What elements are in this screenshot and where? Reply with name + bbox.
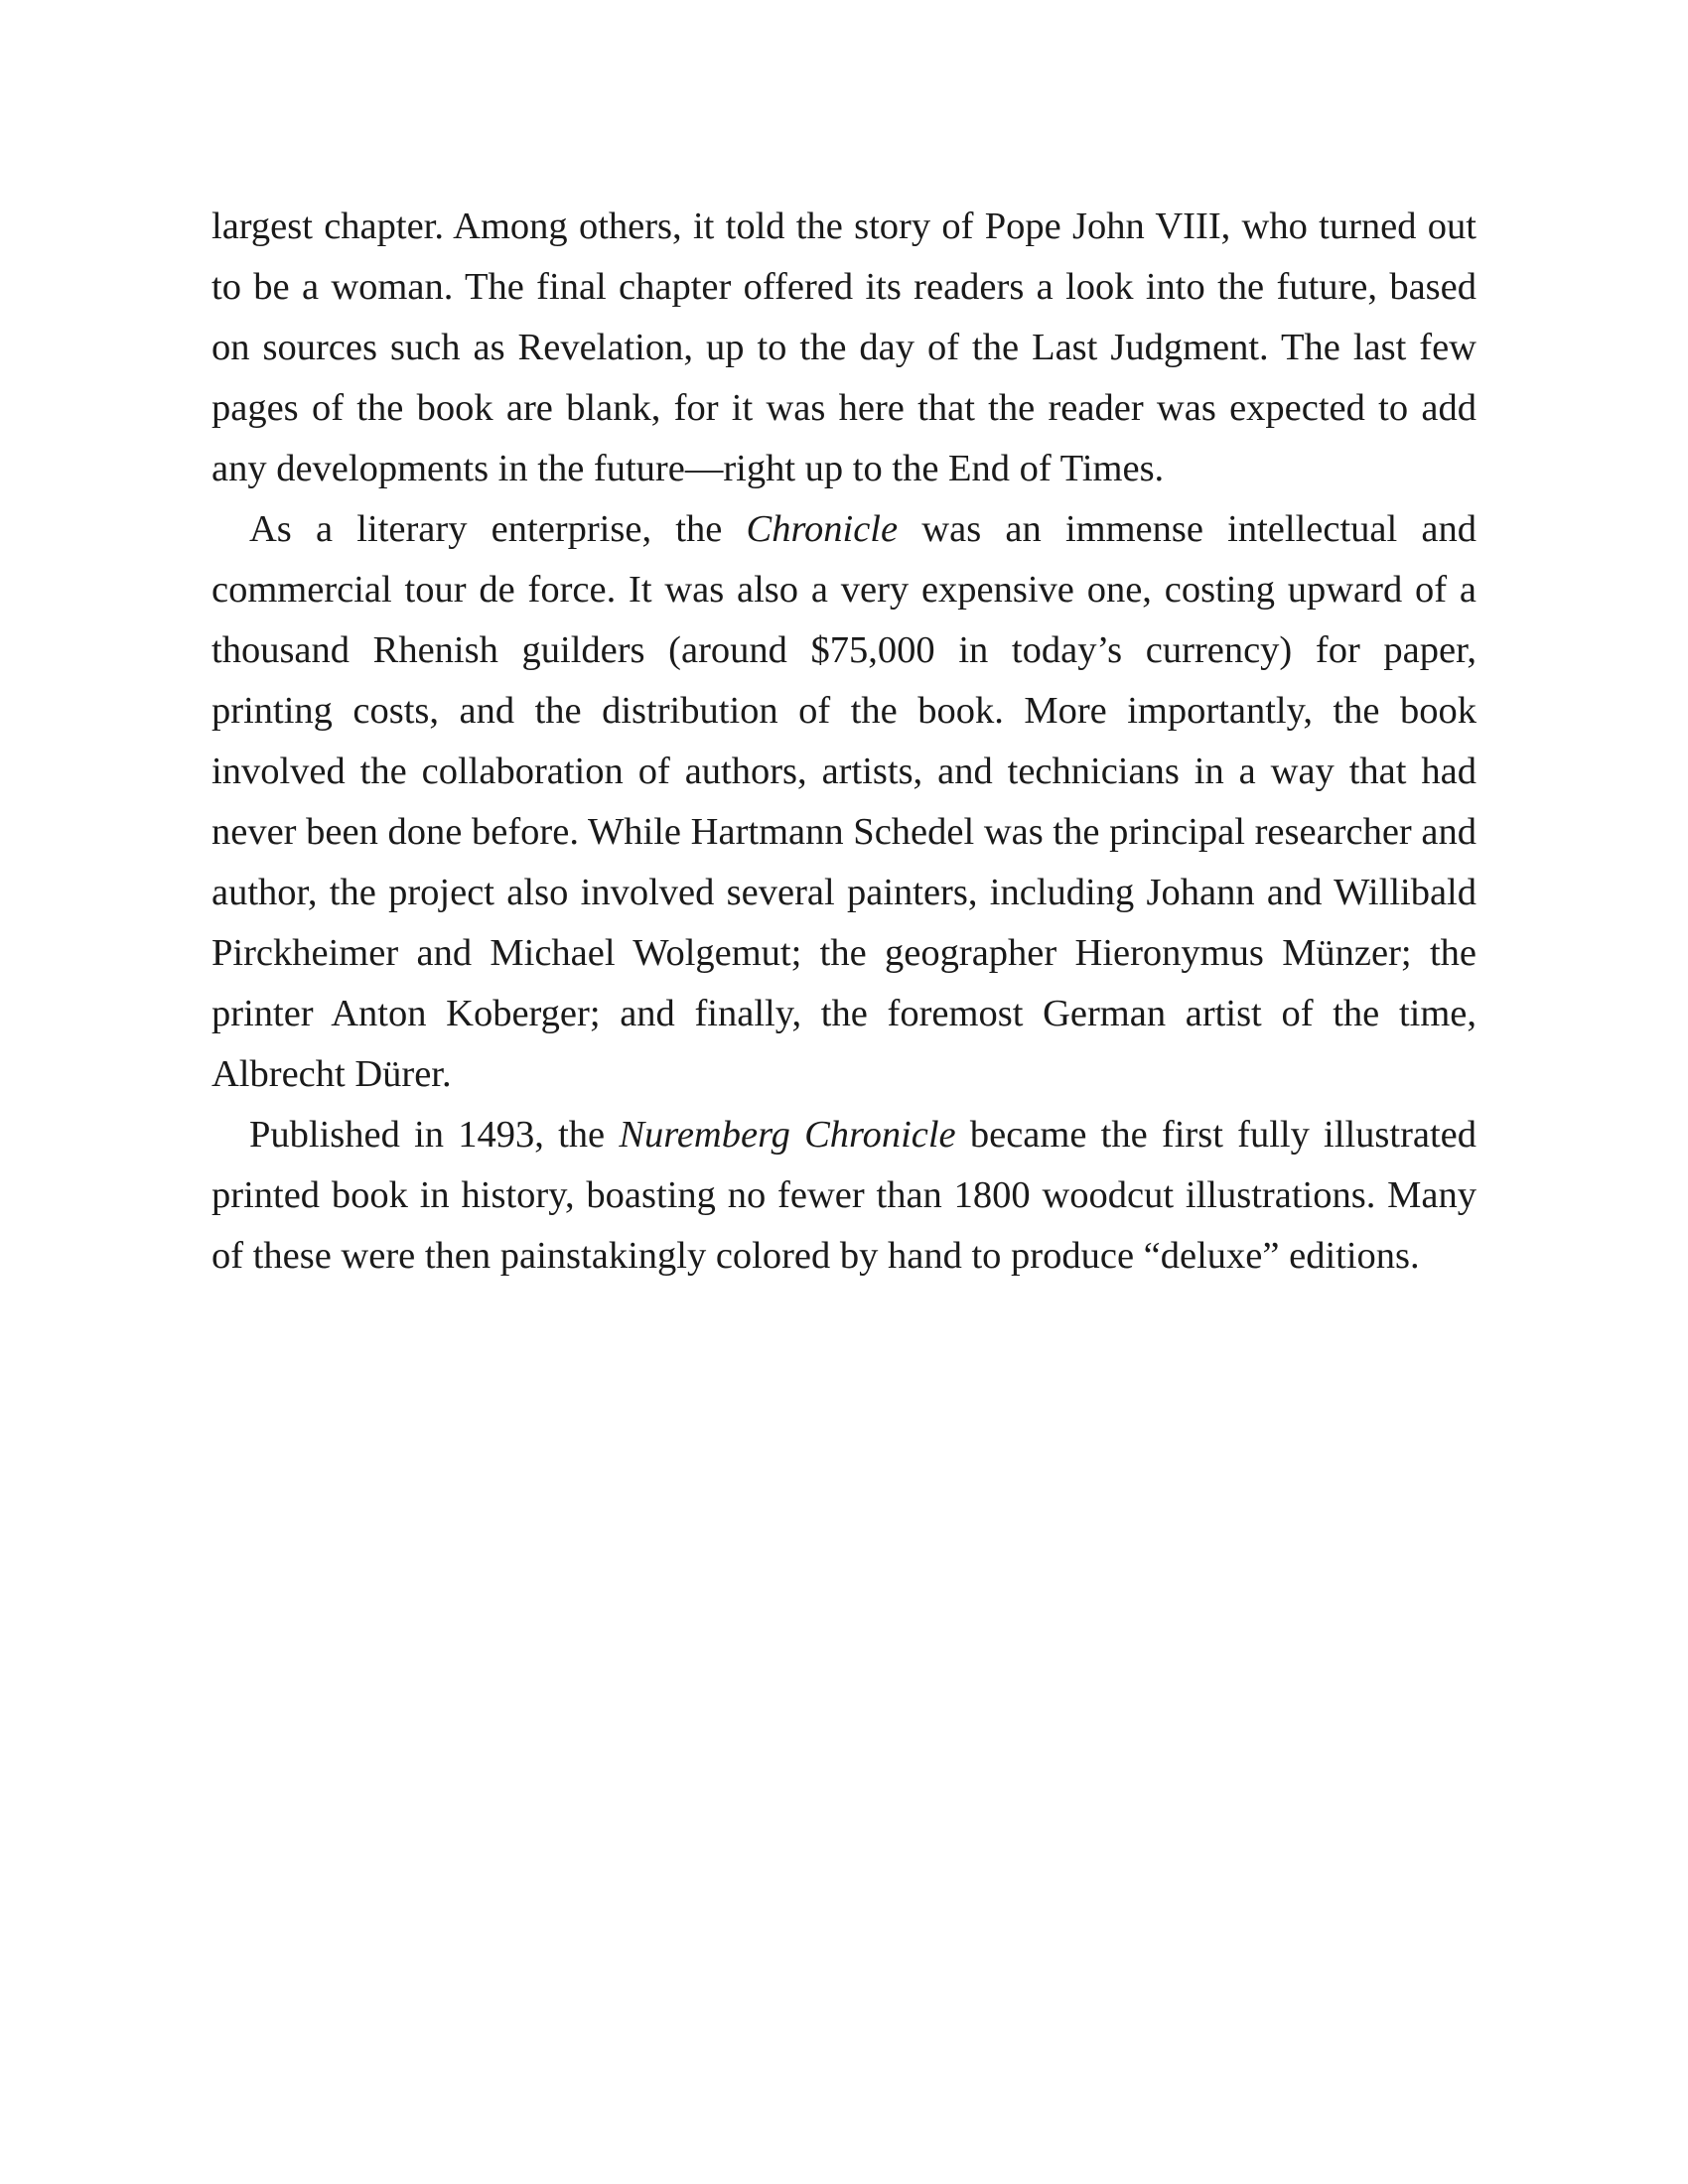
paragraph-3 (211, 1105, 1477, 1287)
paragraph-2-text-a: As a literary enterprise, the (249, 508, 747, 550)
paragraph-2 (211, 499, 1477, 1105)
paragraph-1-text: largest chapter. Among others, it told the story of Pope John VIII, who turned out to be a woman. The final chapter offered its readers a look into the future, based on sources such as Revelation, up to the day of the Last Judgment. The last few pages of the book are blank, for it was here that the reader was expected to add any developments in the future—right up to the End of Times. (211, 205, 1477, 489)
paragraph-1 (211, 197, 1477, 499)
paragraph-3-text-a: Published in 1493, the (249, 1114, 620, 1156)
body-text (211, 197, 1477, 1287)
book-title-nuremberg-chronicle: Nuremberg Chronicle (619, 1114, 956, 1156)
paragraph-3-text-b: became the first fully illustrated printed book in history, boasting no fewer than 1800 woodcut illustrations. Many of these were then painstakingly colored by hand to produce “deluxe” editions. (211, 1114, 1477, 1277)
book-title-chronicle: Chronicle (746, 508, 899, 550)
paragraph-2-text-b: was an immense intellectual and commercial tour de force. It was also a very expensive one, costing upward of a thousand Rhenish guilders (around $75,000 in today’s currency) for paper, printing costs, and the distribution of the book. More importantly, the book involved the collaboration of authors, artists, and technicians in a way that had never been done before. While Hartmann Schedel was the principal researcher and author, the project also involved several painters, including Johann and Willibald Pirckheimer and Michael Wolgemut; the geographer Hieronymus Münzer; the printer Anton Koberger; and finally, the foremost German artist of the time, Albrecht Dürer. (211, 508, 1477, 1095)
